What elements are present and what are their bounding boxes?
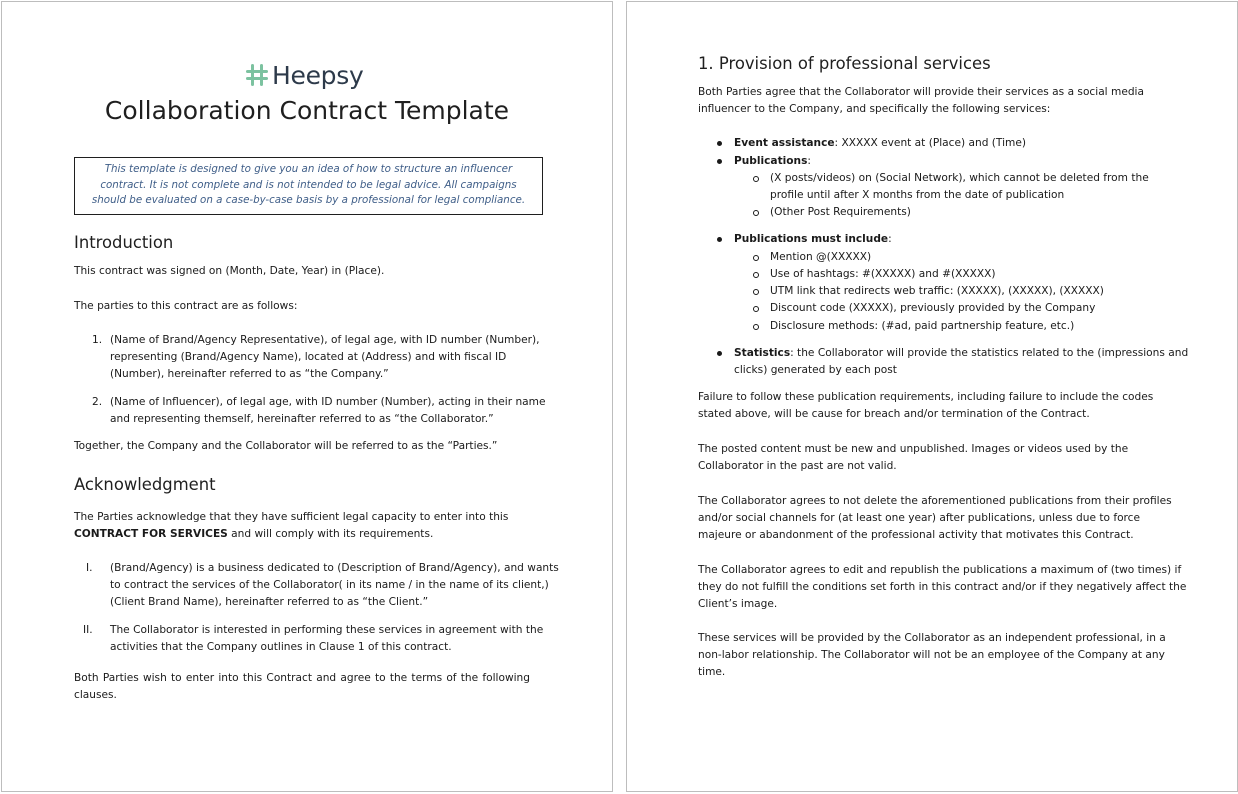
publications-label: Publications — [734, 155, 808, 167]
list-item-line: (X posts/videos) on (Social Network), which cannot be deleted from the — [770, 172, 1149, 184]
circle-bullet-icon — [753, 324, 759, 330]
contract-for-services-bold: CONTRACT FOR SERVICES — [74, 528, 228, 540]
bullet-icon — [717, 237, 722, 242]
paragraph-independent — [698, 630, 1166, 681]
heepsy-logo-icon — [245, 63, 269, 87]
bullet-icon — [717, 159, 722, 164]
paragraph-line: Both Parties agree that the Collaborator will provide their services as a social media — [698, 86, 1144, 98]
must-include-item: UTM link that redirects web traffic: (XXXXX), (XXXXX), (XXXXX) — [770, 285, 1104, 297]
must-include-label: Publications must include — [734, 233, 889, 245]
bullet-icon — [717, 351, 722, 356]
list-item-line: (Number), hereinafter referred to as “the Company.” — [110, 368, 389, 380]
document-title: Collaboration Contract Template — [104, 96, 510, 125]
list-item-line: and representing themself, hereinafter referred to as “the Collaborator.” — [110, 413, 494, 425]
acknowledgment-item-1 — [110, 560, 559, 611]
statistics-text: : the Collaborator will provide the statistics related to the (impressions and — [790, 347, 1189, 359]
list-item-statistics — [734, 345, 1188, 379]
list-number: 1. — [92, 334, 103, 346]
must-include-item: Use of hashtags: #(XXXXX) and #(XXXXX) — [770, 268, 996, 280]
intro-paragraph-2: The parties to this contract are as follows: — [74, 300, 298, 312]
bullet-icon — [717, 141, 722, 146]
circle-bullet-icon — [753, 255, 759, 261]
paragraph-no-delete — [698, 493, 1172, 544]
list-item-line: (Brand/Agency) is a business dedicated to (Description of Brand/Agency), and wants — [110, 562, 559, 574]
paragraph-failure — [698, 389, 1153, 423]
intro-paragraph-3: Together, the Company and the Collaborator will be referred to as the “Parties.” — [74, 440, 498, 452]
paragraph-line: The Parties acknowledge that they have sufficient legal capacity to enter into this — [74, 511, 509, 523]
circle-bullet-icon — [753, 176, 759, 182]
paragraph-line: stated above, will be cause for breach and/or termination of the Contract. — [698, 408, 1090, 420]
paragraph-line: clauses. — [74, 689, 117, 701]
acknowledgment-heading: Acknowledgment — [74, 475, 216, 494]
list-item-line: (Name of Brand/Agency Representative), of legal age, with ID number (Number), — [110, 334, 540, 346]
list-number: 2. — [92, 396, 103, 408]
paragraph-republish — [698, 562, 1186, 613]
paragraph-line: The posted content must be new and unpublished. Images or videos used by the — [698, 443, 1129, 455]
must-include-colon: : — [888, 233, 892, 245]
paragraph-line: influencer to the Company, and specifically the following services: — [698, 103, 1051, 115]
paragraph-line: non-labor relationship. The Collaborator will not be an employee of the Company at any — [698, 649, 1165, 661]
paragraph-line: Client’s image. — [698, 598, 778, 610]
introduction-heading: Introduction — [74, 233, 174, 252]
acknowledgment-paragraph-2 — [74, 670, 530, 704]
event-label: Event assistance — [734, 137, 835, 149]
statistics-label: Statistics — [734, 347, 791, 359]
intro-paragraph-1: This contract was signed on (Month, Date, Year) in (Place). — [74, 265, 385, 277]
paragraph-text: and will comply with its requirements. — [227, 528, 434, 540]
document-page-2 — [626, 1, 1238, 792]
section-heading-provision: 1. Provision of professional services — [698, 54, 991, 73]
must-include-item: Mention @(XXXXX) — [770, 251, 872, 263]
list-item-event — [734, 135, 1026, 152]
party-item-collaborator — [110, 394, 546, 428]
paragraph-line: Collaborator in the past are not valid. — [698, 460, 897, 472]
paragraph-line: The Collaborator agrees to not delete the aforementioned publications from their profiles — [698, 495, 1172, 507]
disclaimer-box: This template is designed to give you an idea of how to structure an influencer contract. It is not complete and is not intended to be legal advice. All campaigns should be evaluated on a case-by-case basis by a professional for legal compliance. — [74, 157, 543, 215]
list-item-line: (Client Brand Name), hereinafter referred to as “the Client.” — [110, 596, 429, 608]
list-item-line: clicks) generated by each post — [734, 364, 897, 376]
list-item-line — [734, 345, 1188, 362]
paragraph-line — [74, 526, 508, 543]
list-item-line: to contract the services of the Collaborator( in its name / in the name of its client,) — [110, 579, 549, 591]
paragraph-line: Both Parties wish to enter into this Contract and agree to the terms of the following — [74, 672, 530, 684]
acknowledgment-paragraph-1 — [74, 509, 508, 543]
circle-bullet-icon — [753, 306, 759, 312]
list-item-line: activities that the Company outlines in Clause 1 of this contract. — [110, 641, 452, 653]
list-item-line: representing (Brand/Agency Name), located at (Address) and with fiscal ID — [110, 351, 507, 363]
heepsy-logo-text: Heepsy — [272, 60, 364, 90]
publication-requirement-2: (Other Post Requirements) — [770, 206, 911, 218]
publication-requirement-1 — [770, 170, 1149, 204]
list-item-line: (Name of Influencer), of legal age, with ID number (Number), acting in their name — [110, 396, 546, 408]
paragraph-line: time. — [698, 666, 726, 678]
paragraph-line: Failure to follow these publication requirements, including failure to include the codes — [698, 391, 1154, 403]
list-item-line: profile until after X months from the date of publication — [770, 189, 1065, 201]
provision-paragraph — [698, 84, 1144, 118]
paragraph-line: These services will be provided by the Collaborator as an independent professional, in a — [698, 632, 1166, 644]
event-text: : XXXXX event at (Place) and (Time) — [834, 137, 1026, 149]
paragraph-line: and/or social channels for (at least one year) after publications, unless due to force — [698, 512, 1141, 524]
paragraph-new-content — [698, 441, 1128, 475]
list-item-must-include — [734, 231, 892, 248]
list-number: I. — [86, 562, 93, 574]
list-item-line: The Collaborator is interested in performing these services in agreement with the — [110, 624, 544, 636]
document-page-1 — [1, 1, 613, 792]
must-include-item: Disclosure methods: (#ad, paid partnership feature, etc.) — [770, 320, 1075, 332]
must-include-item: Discount code (XXXXX), previously provided by the Company — [770, 302, 1096, 314]
paragraph-line: majeure or abandonment of the professional activity that motivates this Contract. — [698, 529, 1134, 541]
acknowledgment-item-2 — [110, 622, 543, 656]
circle-bullet-icon — [753, 272, 759, 278]
circle-bullet-icon — [753, 289, 759, 295]
publications-colon: : — [807, 155, 811, 167]
paragraph-line: The Collaborator agrees to edit and republish the publications a maximum of (two times) if — [698, 564, 1182, 576]
paragraph-line: they do not fulfill the conditions set forth in this contract and/or if they negatively affect the — [698, 581, 1187, 593]
heepsy-logo — [245, 60, 363, 90]
party-item-company — [110, 332, 539, 383]
list-number: II. — [83, 624, 93, 636]
circle-bullet-icon — [753, 210, 759, 216]
list-item-publications — [734, 153, 811, 170]
